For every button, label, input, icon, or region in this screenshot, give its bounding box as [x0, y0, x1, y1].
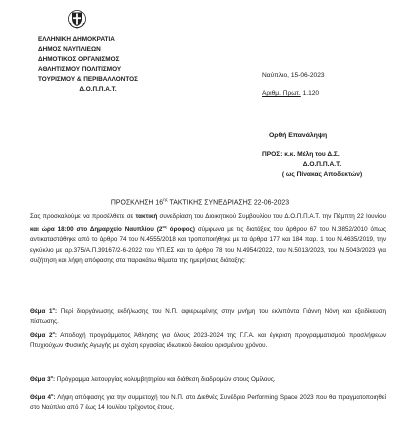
meeting-floor: όροφος) [166, 226, 195, 234]
org-line: ΔΗΜΟΤΙΚΟΣ ΟΡΓΑΝΙΣΜΟΣ [38, 56, 120, 63]
recipients-block [262, 150, 382, 180]
org-line: ΕΛΛΗΝΙΚΗ ΔΗΜΟΚΡΑΤΙΑ [38, 36, 115, 43]
topic-label-colon: : [55, 308, 58, 316]
topic-text: Πρόγραμμα λειτουργίας κολυμβητηρίου και διάθεση διαδρομών στους Ομίλους. [55, 376, 276, 384]
org-line: ΔΗΜΟΣ ΝΑΥΠΛΙΕΩΝ [38, 46, 101, 53]
agenda-topic [30, 390, 386, 413]
recipients-line: ( ως Πίνακας Αποδεκτών) [281, 171, 363, 178]
topic-label-sup: ο [52, 330, 55, 335]
heading-text-rest: ΤΑΚΤΙΚΗΣ ΣΥΝΕΔΡΙΑΣΗΣ 22-06-2023 [167, 199, 290, 207]
topic-text: Λήψη απόφασης για την συμμετοχή του Ν.Π. στο Διεθνές Συνέδριο Performing Space 2023 που θα πραγματοποιηθεί στο Ναύπλιο από 7 έως 14 Ιουλίου τρέχοντος έτους. [30, 394, 386, 412]
intro-text: σύμφωνα με τις διατάξεις του άρθρου 67 του Ν.3852/2010 όπως αντικαταστάθηκε από το άρθρο 74 του Ν.4555/2018 και τροποποιήθηκε με τα άρθρα 177 και 184 παρ. 1 του Ν.4635/2019, την εγκύκλιο με αρ.375/Α.Π.39167/2-6-2022 του ΥΠ.ΕΣ και το άρθρο 78 του Ν.4954/2022, του Ν.5013/2023, του Ν.5043/2023 για συζήτηση και λήψη απόφασης στα παρακάτω θέματα της ημερήσιας διάταξης: [30, 226, 386, 264]
topic-text: Αποδοχή προγράμματος Άθλησης για όλους 2023-2024 της Γ.Γ.Α. και έγκριση προγραμματισμού προσλήψεων Πτυχιούχων Φυσικής Αγωγής με σχέση εργασίας ιδιωτικού δικαίου ορισμένου χρόνου. [30, 332, 386, 350]
place-date: Ναύπλιο, 15-06-2023 [262, 72, 325, 79]
agenda-topic [30, 328, 386, 351]
protocol-value: 1.120 [302, 90, 320, 97]
agenda-topic [30, 304, 386, 327]
intro-text: συνεδρίαση του Διοικητικού Συμβουλίου του Δ.Ο.Π.Π.Α.Τ. την Πέμπτη 22 Ιουνίου [157, 213, 386, 220]
heading-superscript: ης [163, 197, 168, 202]
org-line: Δ.Ο.Π.Π.Α.Τ. [79, 86, 117, 93]
topic-label-colon: : [53, 394, 56, 402]
meeting-time-location: και ώρα 18:00 στο Δημαρχείο Ναυπλίου (2 [30, 226, 163, 234]
recipients-line: ΠΡΟΣ: κ.κ. Μέλη του Δ.Σ. [262, 151, 340, 158]
heading-text: ΠΡΟΣΚΛΗΣΗ 16 [110, 199, 164, 207]
protocol-label: Αριθμ. Πρωτ. [262, 90, 301, 97]
intro-paragraph [30, 212, 386, 266]
topic-label-sup: ο [52, 306, 55, 311]
recipients-line: Δ.Ο.Π.Π.Α.Τ. [302, 161, 342, 168]
org-line: ΤΟΥΡΙΣΜΟΥ & ΠΕΡΙΒΑΛΛΟΝΤΟΣ [38, 76, 138, 83]
topic-label: Θέμα 4 [30, 394, 51, 402]
topic-label-colon: : [53, 376, 56, 384]
floor-superscript: ος [162, 224, 167, 230]
topic-text: Περί διοργάνωσης εκδήλωσης του Ν.Π. αφιερωμένης στην μνήμη του εκλιπόντα Γιάννη Νόνη και εξειδίκευση πίστωσης. [30, 308, 386, 326]
topic-label-sup: ο [50, 374, 54, 379]
intro-emphasis: τακτική [135, 213, 158, 220]
organization-header [38, 35, 158, 95]
topic-label-colon: : [54, 332, 57, 340]
topic-label: Θέμα 2 [30, 332, 53, 340]
protocol-number [262, 90, 319, 97]
agenda-topic [30, 372, 386, 385]
intro-text: Σας προσκαλούμε να προσέλθετε σε [30, 213, 136, 220]
correct-repetition-note: Ορθή Επανάληψη [269, 132, 328, 139]
greek-republic-emblem-icon [68, 9, 86, 29]
topic-label: Θέμα 1 [30, 308, 53, 316]
invitation-heading [0, 197, 400, 206]
topic-label: Θέμα 3 [30, 376, 51, 384]
topic-label-sup: ο [50, 392, 54, 397]
org-line: ΑΘΛΗΤΙΣΜΟΥ ΠΟΛΙΤΙΣΜΟΥ [38, 66, 122, 73]
